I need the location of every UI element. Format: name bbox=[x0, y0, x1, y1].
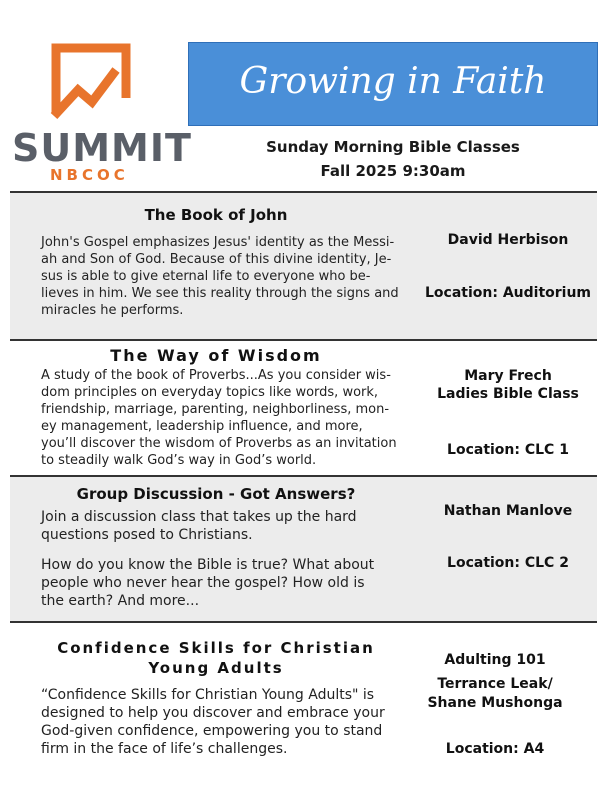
logo-subname: NBCOC bbox=[50, 166, 129, 184]
class-location: Location: CLC 2 bbox=[447, 555, 569, 571]
class-teacher: David Herbison bbox=[447, 232, 569, 248]
class-title: The Book of John bbox=[144, 206, 288, 224]
class-section-confidence bbox=[10, 623, 597, 773]
summit-logo-icon bbox=[50, 42, 132, 122]
class-note: Adulting 101 bbox=[444, 652, 546, 668]
page-subtitle: Sunday Morning Bible Classes bbox=[266, 138, 520, 156]
class-teacher: Mary Frech bbox=[464, 368, 552, 384]
class-description: “Confidence Skills for Christian Young Adults" is designed to help you discover and embrace your God-given confidence, empowering you to stand firm in the face of life’s challenges. bbox=[41, 687, 385, 757]
class-location: Location: A4 bbox=[445, 741, 545, 757]
class-teacher: Nathan Manlove bbox=[443, 503, 573, 519]
page-title: Growing in Faith bbox=[239, 61, 547, 102]
class-description: John's Gospel emphasizes Jesus' identity as the Messi- ah and Son of God. Because of this divine identity, Je- sus is able to give eternal life to everyone who be- lieves in him. We see this reality through the signs and miracles he performs. bbox=[41, 235, 399, 318]
class-section-wisdom bbox=[10, 341, 597, 475]
class-section-john bbox=[10, 193, 597, 339]
class-title: Group Discussion - Got Answers? bbox=[76, 485, 356, 503]
logo-wordmark: SUMMIT bbox=[12, 126, 192, 170]
class-location: Location: CLC 1 bbox=[447, 442, 569, 458]
class-section-discussion bbox=[10, 477, 597, 621]
class-teacher: Terrance Leak/ Shane Mushonga bbox=[427, 676, 563, 711]
class-note: Ladies Bible Class bbox=[437, 386, 579, 402]
class-description-questions: How do you know the Bible is true? What about people who never hear the gospel? How old is the earth? And more... bbox=[41, 557, 375, 609]
class-title: The Way of Wisdom bbox=[110, 346, 322, 365]
class-title: Confidence Skills for Christian Young Adults bbox=[57, 639, 375, 677]
class-description-intro: Join a discussion class that takes up the hard questions posed to Christians. bbox=[41, 509, 357, 543]
class-description: A study of the book of Proverbs...As you consider wis- dom principles on everyday topics like words, work, friendship, marriage, parenting, neighborliness, mon- ey management, leadership influence, and more, you’ll discover the wisdom of Proverbs as an invitation to steadily walk God’s way in God’s world. bbox=[41, 368, 397, 468]
session-info: Fall 2025 9:30am bbox=[320, 162, 466, 180]
class-location: Location: Auditorium bbox=[424, 285, 592, 301]
